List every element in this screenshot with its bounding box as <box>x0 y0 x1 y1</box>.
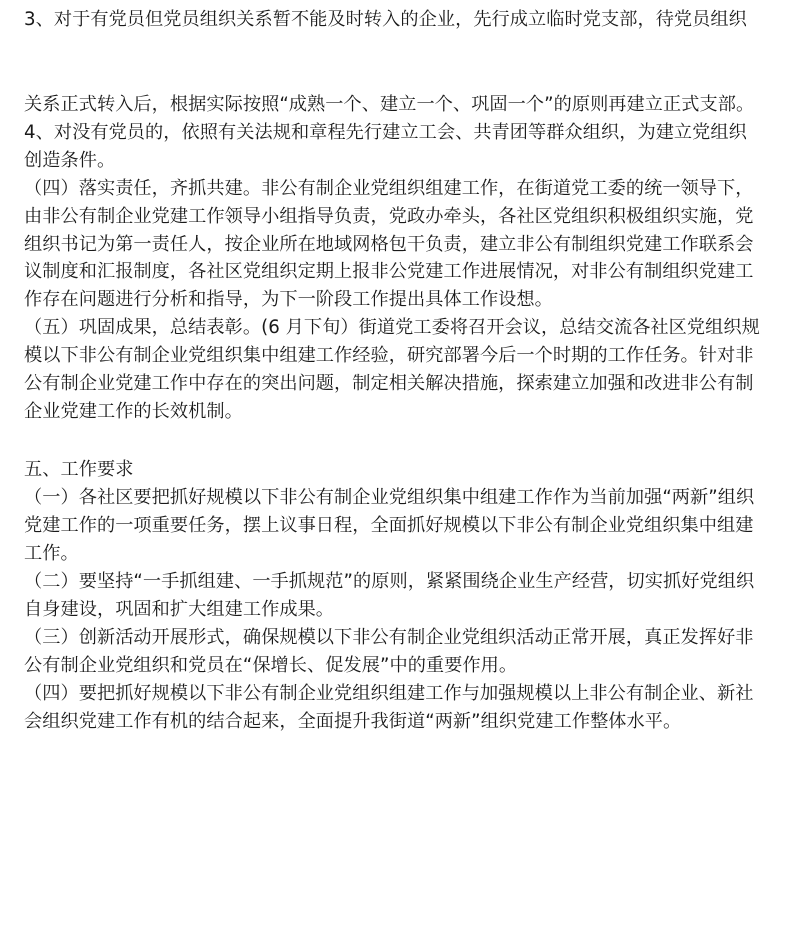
text-line: 模以下非公有制企业党组织集中组建工作经验，研究部署今后一个时期的工作任务。针对非 <box>24 345 754 367</box>
text-line: 组织书记为第一责任人，按企业所在地域网格包干负责，建立非公有制组织党建工作联系会 <box>24 233 754 255</box>
text-line: 议制度和汇报制度，各社区党组织定期上报非公党建工作进展情况，对非公有制组织党建工 <box>24 261 754 283</box>
text-line: （四）要把抓好规模以下非公有制企业党组织组建工作与加强规模以上非公有制企业、新社 <box>24 683 754 704</box>
text-line: （四）落实责任，齐抓共建。非公有制企业党组织组建工作，在街道党工委的统一领导下， <box>24 177 754 199</box>
text-line: 五、工作要求 <box>24 459 134 480</box>
text-line: 创造条件。 <box>24 149 116 171</box>
text-line: 会组织党建工作有机的结合起来，全面提升我街道“两新”组织党建工作整体水平。 <box>24 711 682 732</box>
text-line: 作存在问题进行分析和指导，为下一阶段工作提出具体工作设想。 <box>24 289 553 311</box>
text-line: （五）巩固成果，总结表彰。(6 月下旬）街道党工委将召开会议，总结交流各社区党组织规 <box>24 317 760 339</box>
text-line: 企业党建工作的长效机制。 <box>24 400 243 422</box>
text-line: （一）各社区要把抓好规模以下非公有制企业党组织集中组建工作作为当前加强“两新”组织 <box>24 487 755 508</box>
text-line: 党建工作的一项重要任务，摆上议事日程，全面抓好规模以下非公有制企业党组织集中组建 <box>24 515 754 536</box>
text-line: （二）要坚持“一手抓组建、一手抓规范”的原则，紧紧围绕企业生产经营，切实抓好党组织 <box>24 571 755 592</box>
text-line: 公有制企业党建工作中存在的突出问题，制定相关解决措施，探索建立加强和改进非公有制 <box>24 373 754 394</box>
text-line: 3、对于有党员但党员组织关系暂不能及时转入的企业，先行成立临时党支部，待党员组织 <box>24 9 747 30</box>
text-line: 关系正式转入后，根据实际按照“成熟一个、建立一个、巩固一个”的原则再建立正式支部。 <box>24 94 755 115</box>
text-line: 自身建设，巩固和扩大组建工作成果。 <box>24 599 335 620</box>
text-line: 公有制企业党组织和党员在“保增长、促发展”中的重要作用。 <box>24 655 518 676</box>
text-line: 由非公有制企业党建工作领导小组指导负责，党政办牵头，各社区党组织积极组织实施，党 <box>24 205 754 227</box>
text-line: （三）创新活动开展形式，确保规模以下非公有制企业党组织活动正常开展，真正发挥好非 <box>24 627 754 648</box>
text-line: 工作。 <box>24 543 79 564</box>
text-line: 4、对没有党员的，依照有关法规和章程先行建立工会、共青团等群众组织，为建立党组织 <box>24 121 747 143</box>
